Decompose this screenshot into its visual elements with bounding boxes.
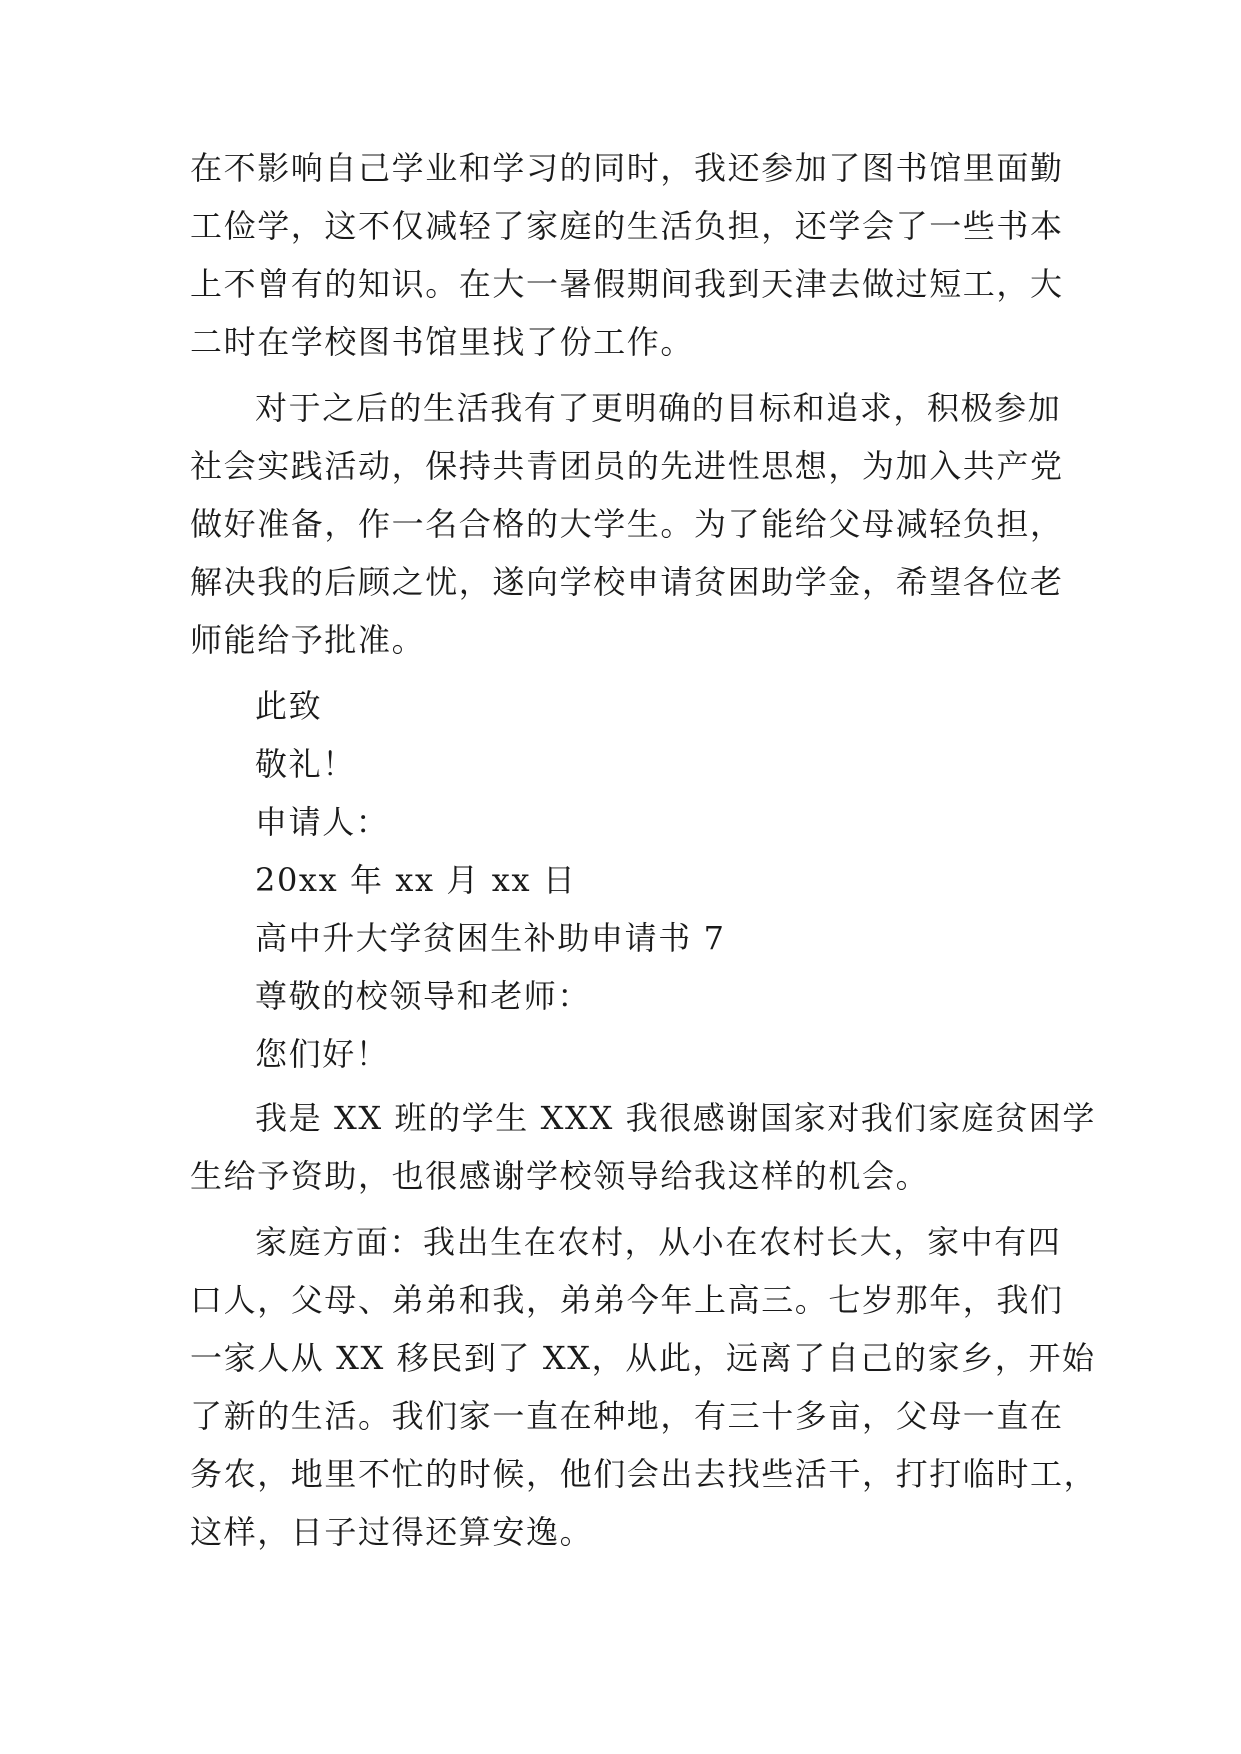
text-line: 对于之后的生活我有了更明确的目标和追求，积极参加 xyxy=(255,389,1062,427)
letter-hello: 您们好！ xyxy=(255,1035,390,1073)
text-line: 一家人从 XX 移民到了 XX，从此，远离了自己的家乡，开始 xyxy=(190,1339,1096,1377)
applicant-label: 申请人： xyxy=(255,803,390,841)
text-line: 在不影响自己学业和学习的同时，我还参加了图书馆里面勤 xyxy=(190,149,1064,187)
closing-salutation: 此致 xyxy=(255,687,323,725)
text-line: 上不曾有的知识。在大一暑假期间我到天津去做过短工，大 xyxy=(190,265,1064,303)
text-line: 家庭方面：我出生在农村，从小在农村长大，家中有四 xyxy=(255,1223,1062,1261)
text-line: 社会实践活动，保持共青团员的先进性思想，为加入共产党 xyxy=(190,447,1064,485)
text-line: 二时在学校图书馆里找了份工作。 xyxy=(190,323,695,361)
text-line: 口人，父母、弟弟和我，弟弟今年上高三。七岁那年，我们 xyxy=(190,1281,1064,1319)
text-line: 工俭学，这不仅减轻了家庭的生活负担，还学会了一些书本 xyxy=(190,207,1064,245)
text-line: 这样，日子过得还算安逸。 xyxy=(190,1513,594,1551)
letter-title: 高中升大学贫困生补助申请书 7 xyxy=(255,919,726,957)
text-line: 我是 XX 班的学生 XXX 我很感谢国家对我们家庭贫困学 xyxy=(255,1099,1096,1137)
text-line: 了新的生活。我们家一直在种地，有三十多亩，父母一直在 xyxy=(190,1397,1064,1435)
closing-regards: 敬礼！ xyxy=(255,745,356,783)
text-line: 务农，地里不忙的时候，他们会出去找些活干，打打临时工， xyxy=(190,1455,1098,1493)
letter-greeting: 尊敬的校领导和老师： xyxy=(255,977,592,1015)
text-line: 解决我的后顾之忧，遂向学校申请贫困助学金，希望各位老 xyxy=(190,563,1064,601)
text-line: 生给予资助，也很感谢学校领导给我这样的机会。 xyxy=(190,1157,930,1195)
text-line: 做好准备，作一名合格的大学生。为了能给父母减轻负担， xyxy=(190,505,1064,543)
text-line: 师能给予批准。 xyxy=(190,621,426,659)
date-line: 20xx 年 xx 月 xx 日 xyxy=(255,861,577,899)
